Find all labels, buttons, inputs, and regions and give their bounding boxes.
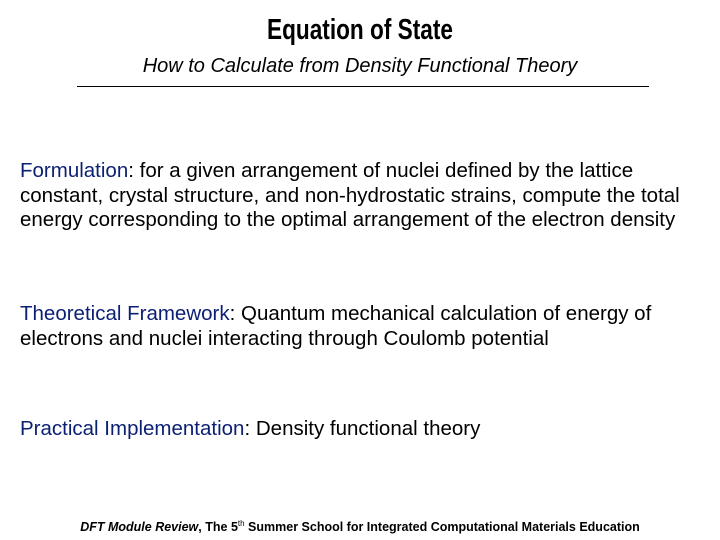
slide-title: Equation of State xyxy=(266,14,453,46)
section-term: Theoretical Framework xyxy=(20,302,230,325)
section-theoretical-framework xyxy=(20,302,700,351)
section-formulation xyxy=(20,159,700,233)
footer-sep: , The 5 xyxy=(198,520,238,534)
section-term: Practical Implementation xyxy=(20,417,245,440)
footer-module: DFT Module Review xyxy=(80,520,199,534)
footer-rest: Summer School for Integrated Computational Materials Education xyxy=(244,520,640,534)
section-practical-implementation xyxy=(20,417,700,442)
section-text: Density functional theory xyxy=(255,417,481,440)
section-text: Quantum mechanical calculation of energy of electrons and nuclei interacting through Coulomb potential xyxy=(20,302,652,350)
section-separator: : xyxy=(229,302,242,325)
footer-citation xyxy=(0,520,720,534)
section-separator: : xyxy=(128,159,140,182)
section-separator: : xyxy=(244,417,256,440)
section-term: Formulation xyxy=(20,159,129,182)
section-text: for a given arrangement of nuclei defined by the lattice constant, crystal structure, and non-hydrostatic strains, compute the total energy corresponding to the optimal arrangement of the electron density xyxy=(20,159,680,231)
slide-subtitle: How to Calculate from Density Functional Theory xyxy=(142,55,578,77)
title-divider xyxy=(77,86,649,87)
footer-ordinal: th xyxy=(237,518,245,528)
